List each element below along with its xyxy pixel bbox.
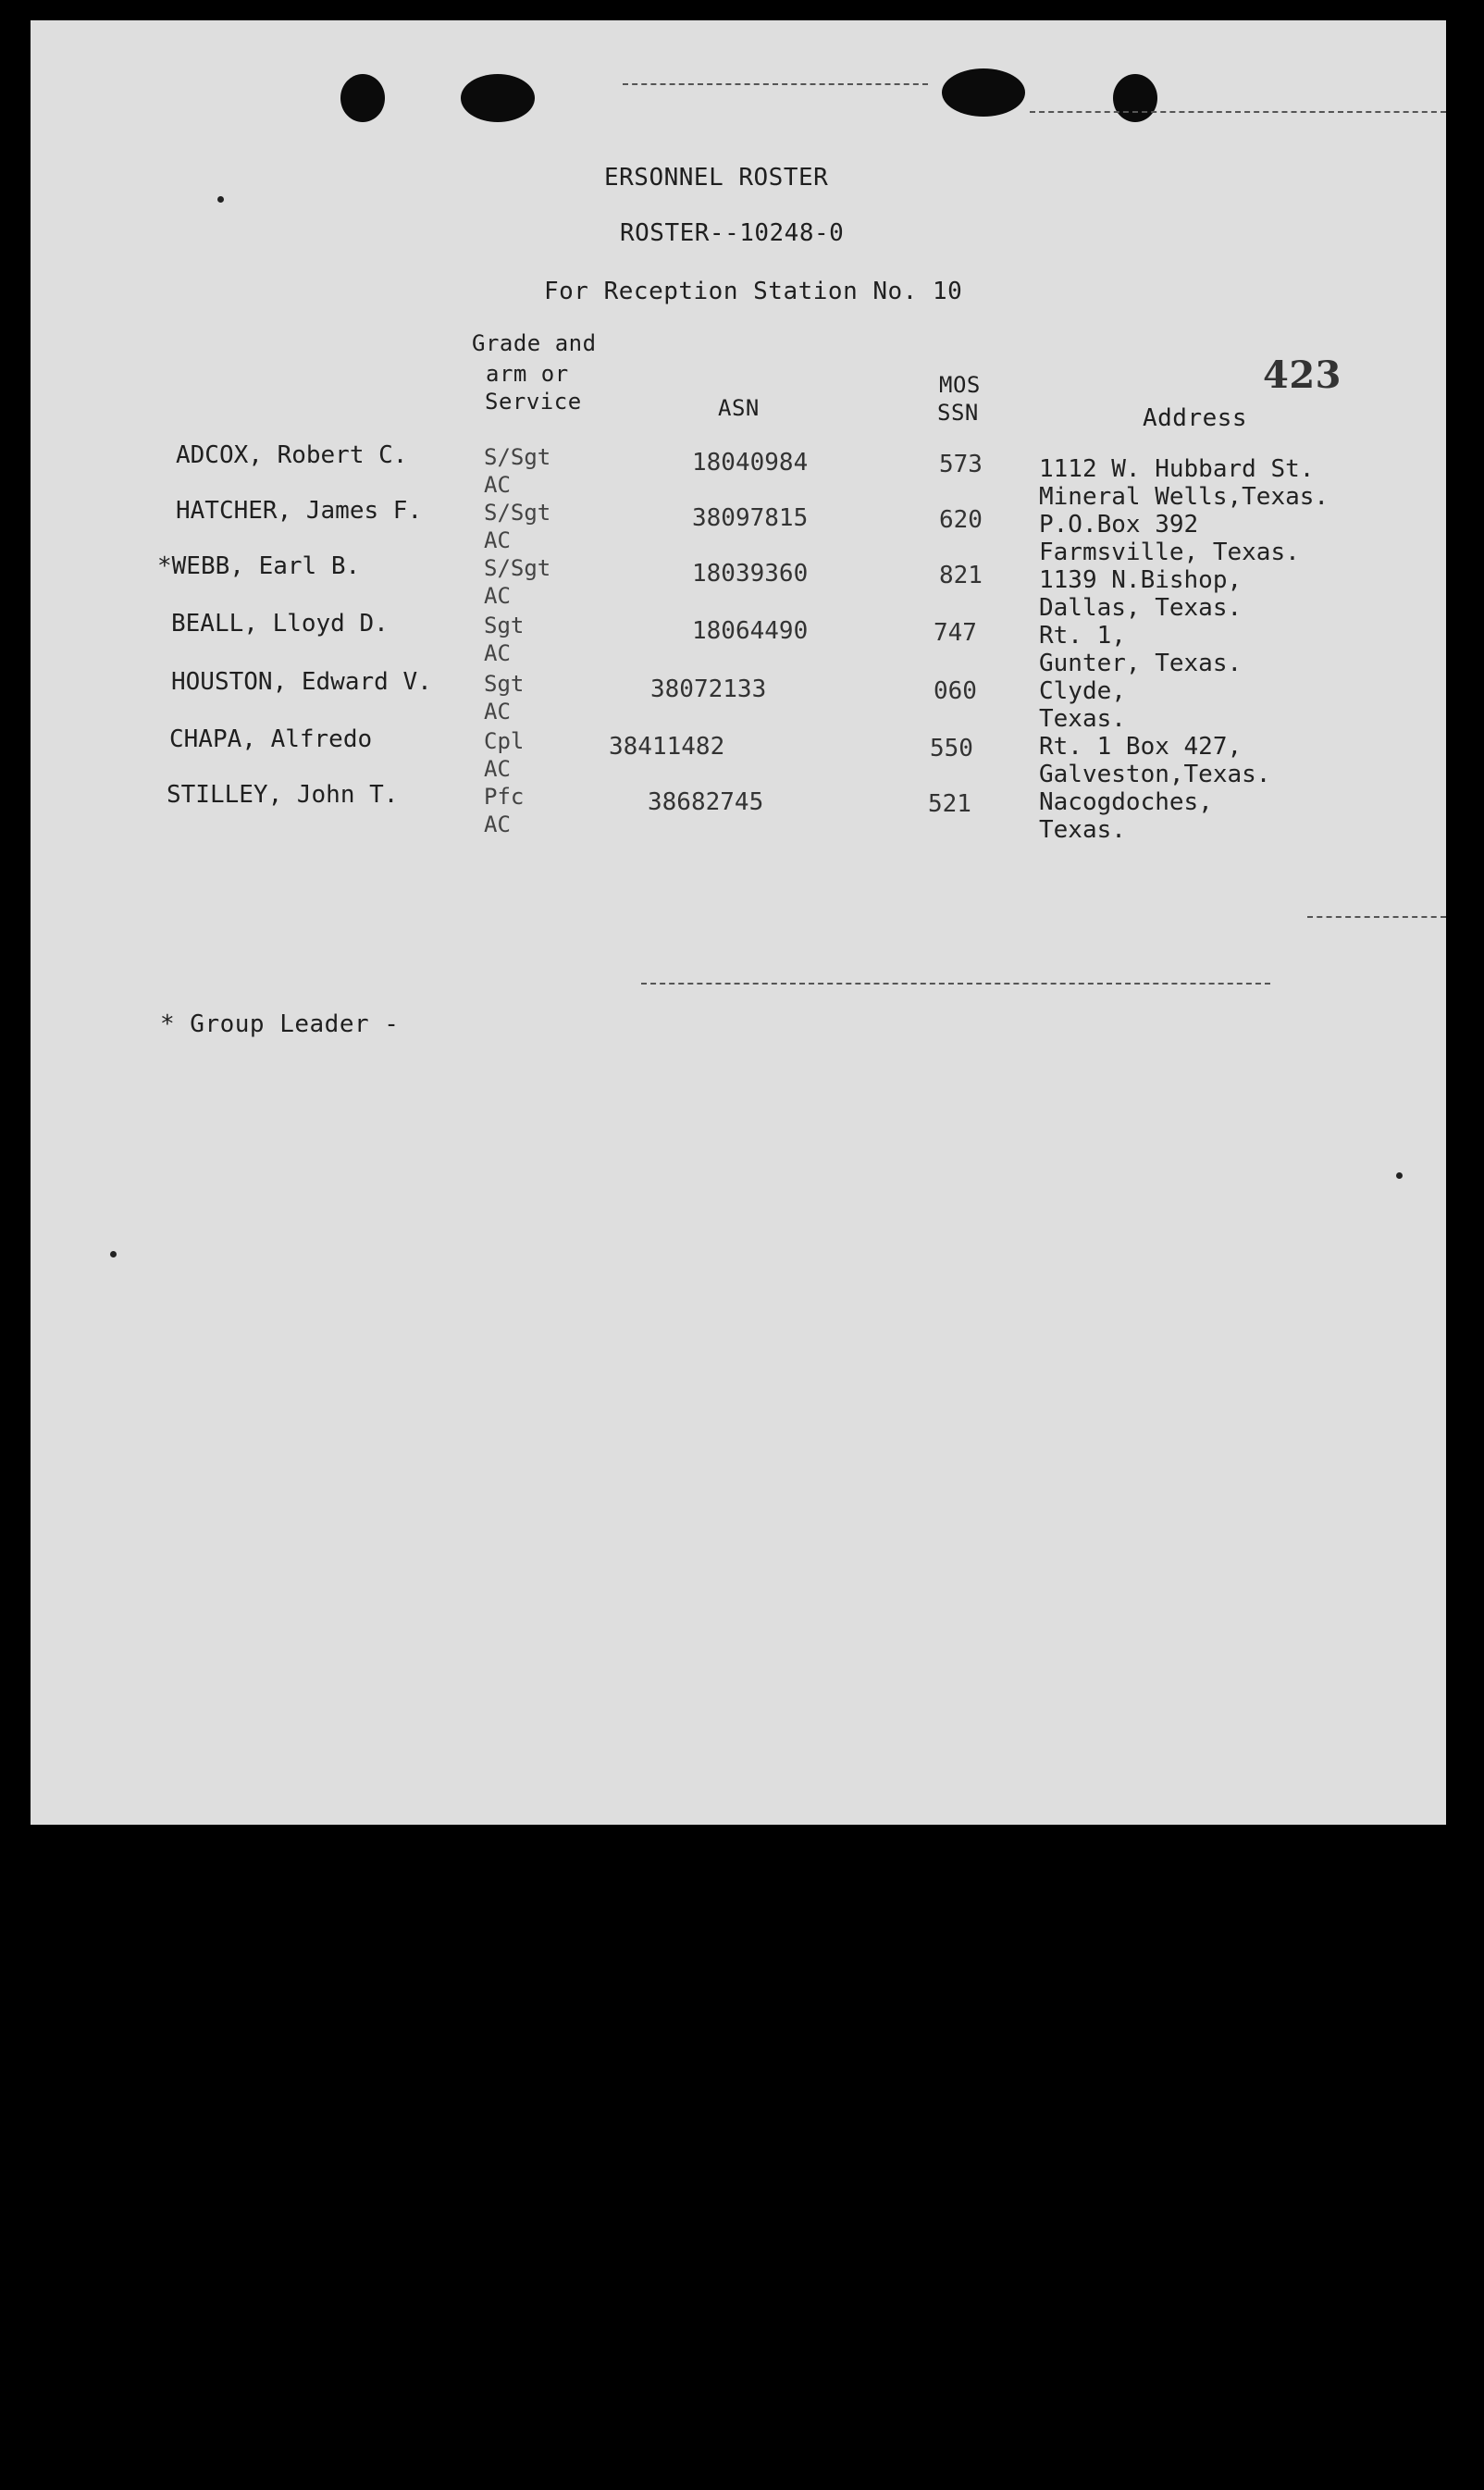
scan-speck	[110, 1251, 117, 1257]
punch-hole	[1113, 74, 1157, 122]
roster-name: ADCOX, Robert C.	[176, 441, 408, 469]
punch-hole	[340, 74, 385, 122]
col-grade-line1: Grade and	[472, 330, 597, 356]
roster-grade: S/Sgt AC	[484, 500, 551, 553]
address-line: 1112 W. Hubbard St.	[1039, 455, 1315, 483]
roster-name: BEALL, Lloyd D.	[171, 610, 389, 638]
scan-mark	[623, 83, 928, 85]
roster-grade: Cpl AC	[484, 728, 525, 782]
roster-name: HATCHER, James F.	[176, 497, 423, 525]
roster-name: *WEBB, Earl B.	[157, 552, 361, 580]
roster-asn: 38097815	[692, 504, 809, 532]
address-line: Texas.	[1039, 816, 1126, 844]
page-number: 423	[1263, 353, 1342, 397]
punch-hole	[461, 74, 535, 122]
roster-mos: 521	[928, 790, 971, 818]
address-line: 1139 N.Bishop,	[1039, 566, 1243, 594]
station-heading: For Reception Station No. 10	[544, 278, 963, 305]
col-asn: ASN	[718, 395, 760, 421]
scan-mark	[1030, 111, 1446, 113]
roster-name: CHAPA, Alfredo	[169, 725, 373, 753]
roster-name: STILLEY, John T.	[167, 781, 399, 809]
roster-mos: 747	[934, 619, 977, 647]
col-grade-line2: arm or	[486, 361, 569, 387]
scan-mark	[1307, 916, 1446, 918]
roster-mos: 620	[939, 506, 983, 534]
punch-hole	[942, 68, 1025, 117]
roster-sheet	[31, 20, 1446, 1825]
roster-title: ERSONNEL ROSTER	[604, 164, 829, 192]
roster-asn: 18040984	[692, 449, 809, 477]
address-line: Galveston,Texas.	[1039, 761, 1271, 788]
address-line: Nacogdoches,	[1039, 788, 1213, 816]
roster-name: HOUSTON, Edward V.	[171, 668, 432, 696]
col-address: Address	[1143, 404, 1248, 432]
col-grade-line3: Service	[485, 389, 582, 415]
roster-mos: 060	[934, 677, 977, 705]
roster-grade: S/Sgt AC	[484, 444, 551, 498]
address-line: Mineral Wells,Texas.	[1039, 483, 1329, 511]
roster-number: ROSTER--10248-0	[620, 219, 845, 247]
col-mos-line1: MOS	[939, 372, 981, 398]
roster-grade: S/Sgt AC	[484, 555, 551, 609]
scan-mark	[641, 983, 1270, 985]
address-line: Farmsville, Texas.	[1039, 539, 1300, 566]
address-line: Rt. 1 Box 427,	[1039, 733, 1243, 761]
roster-mos: 821	[939, 562, 983, 589]
roster-mos: 573	[939, 451, 983, 478]
roster-asn: 18064490	[692, 617, 809, 645]
roster-asn: 38411482	[609, 733, 725, 761]
col-mos-line2: SSN	[937, 400, 979, 426]
roster-grade: Sgt AC	[484, 613, 525, 666]
address-line: Dallas, Texas.	[1039, 594, 1243, 622]
address-line: Clyde,	[1039, 677, 1126, 705]
scan-speck	[217, 196, 224, 203]
scan-speck	[1396, 1172, 1403, 1179]
roster-asn: 38072133	[650, 675, 767, 703]
address-line: Rt. 1,	[1039, 622, 1126, 650]
address-line: Texas.	[1039, 705, 1126, 733]
address-line: P.O.Box 392	[1039, 511, 1199, 539]
roster-asn: 38682745	[648, 788, 764, 816]
address-line: Gunter, Texas.	[1039, 650, 1243, 677]
roster-asn: 18039360	[692, 560, 809, 588]
address-column	[1039, 455, 1329, 844]
footnote: * Group Leader -	[160, 1010, 400, 1038]
roster-grade: Sgt AC	[484, 671, 525, 725]
roster-grade: Pfc AC	[484, 784, 525, 837]
roster-mos: 550	[930, 735, 973, 762]
